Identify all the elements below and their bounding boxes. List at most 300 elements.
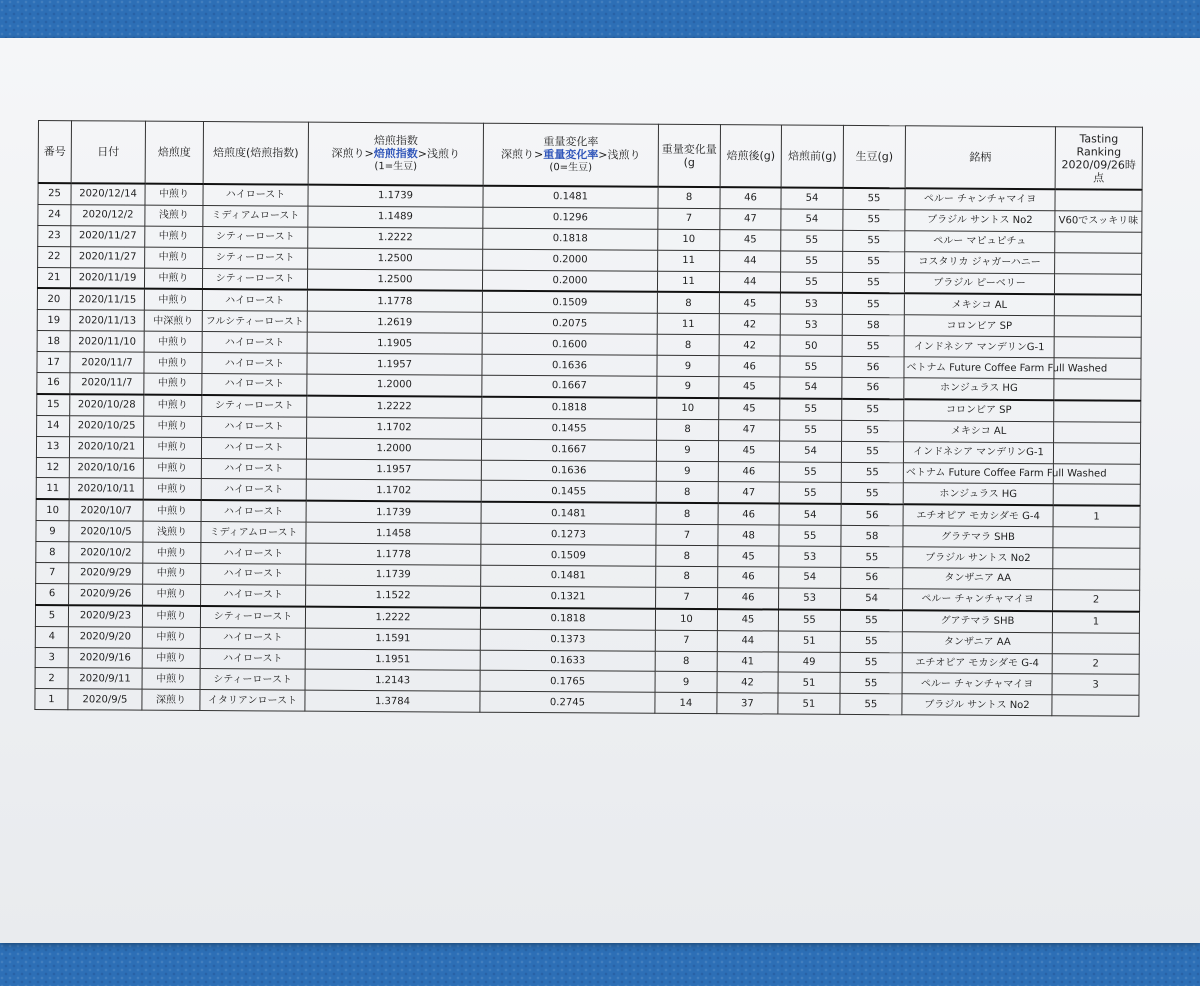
cell-ranking: V60でスッキリ味 xyxy=(1055,211,1142,232)
cell-before: 55 xyxy=(778,609,840,631)
cell-change-amount: 8 xyxy=(656,503,718,525)
cell-before: 55 xyxy=(779,462,841,483)
cell-change-amount: 9 xyxy=(657,376,719,398)
cell-date: 2020/9/11 xyxy=(68,668,142,689)
cell-roast-name: フルシティーロースト xyxy=(202,311,307,333)
cell-roast-index: 1.1458 xyxy=(306,522,481,544)
cell-roast-name: ハイロースト xyxy=(201,543,306,565)
cell-no: 19 xyxy=(37,310,70,331)
cell-change-rate: 0.1509 xyxy=(481,544,656,566)
cell-change-rate: 0.1765 xyxy=(480,671,655,693)
cell-date: 2020/10/16 xyxy=(69,457,143,478)
roast-index-note: (1=生豆) xyxy=(374,161,418,173)
cell-before: 53 xyxy=(779,588,841,610)
cell-change-rate: 0.1667 xyxy=(482,375,657,397)
cell-brand: タンザニア AA xyxy=(903,568,1053,590)
cell-before: 53 xyxy=(780,314,842,335)
cell-green: 55 xyxy=(840,673,902,694)
cell-brand: ベトナム Future Coffee Farm Full Washed xyxy=(903,462,1053,484)
cell-before: 51 xyxy=(778,673,840,694)
cell-roast: 中煎り xyxy=(143,584,201,606)
cell-change-rate: 0.1633 xyxy=(480,650,655,672)
cell-brand: ホンジュラス HG xyxy=(904,378,1054,400)
cell-change-amount: 11 xyxy=(657,271,719,293)
cell-brand: ブラジル サントス No2 xyxy=(903,547,1053,569)
cell-roast: 中煎り xyxy=(143,563,201,584)
cell-no: 24 xyxy=(38,204,71,225)
cell-roast: 中煎り xyxy=(142,669,200,690)
cell-change-amount: 10 xyxy=(658,229,720,250)
cell-brand: コロンビア SP xyxy=(904,399,1054,421)
cell-before: 53 xyxy=(779,546,841,567)
cell-no: 21 xyxy=(37,267,70,289)
cell-green: 55 xyxy=(842,399,904,421)
cell-after: 37 xyxy=(717,693,778,714)
cell-no: 5 xyxy=(35,605,68,627)
cell-roast: 浅煎り xyxy=(143,521,201,542)
cell-roast-index: 1.1778 xyxy=(307,290,482,312)
col-header-green: 生豆(g) xyxy=(843,125,905,188)
cell-before: 55 xyxy=(780,420,842,441)
cell-no: 10 xyxy=(36,499,69,521)
cell-green: 55 xyxy=(840,694,902,715)
cell-roast-index: 1.1739 xyxy=(306,501,481,523)
cell-roast: 中深煎り xyxy=(144,310,202,331)
cell-roast-name: ハイロースト xyxy=(200,648,305,670)
cell-roast-index: 1.2619 xyxy=(307,311,482,333)
cell-roast: 中煎り xyxy=(144,268,202,290)
cell-change-amount: 14 xyxy=(655,693,717,714)
cell-change-amount: 10 xyxy=(655,609,717,631)
col-header-ranking: Tasting Ranking 2020/09/26時点 xyxy=(1055,127,1142,190)
cell-change-rate: 0.2000 xyxy=(483,249,658,271)
cell-no: 13 xyxy=(36,436,69,457)
cell-brand: ホンジュラス HG xyxy=(903,483,1053,505)
cell-ranking: 1 xyxy=(1052,611,1139,633)
cell-before: 55 xyxy=(779,525,841,546)
cell-change-rate: 0.2000 xyxy=(482,270,657,292)
cell-change-amount: 7 xyxy=(658,208,720,229)
col-header-date: 日付 xyxy=(71,121,145,184)
cell-no: 15 xyxy=(37,394,70,416)
cell-green: 55 xyxy=(841,462,903,483)
cell-roast: 中煎り xyxy=(143,437,201,458)
cell-roast-name: ハイロースト xyxy=(201,500,306,522)
cell-change-rate: 0.1636 xyxy=(482,354,657,376)
cell-brand: ブラジル サントス No2 xyxy=(905,210,1055,232)
cell-roast: 中煎り xyxy=(143,542,201,563)
cell-green: 55 xyxy=(840,631,902,652)
cell-green: 55 xyxy=(840,610,902,632)
cell-no: 22 xyxy=(38,246,71,267)
cell-change-rate: 0.1481 xyxy=(483,186,658,208)
cell-no: 20 xyxy=(37,288,70,310)
cell-brand: インドネシア マンデリンG-1 xyxy=(903,441,1053,463)
cell-no: 1 xyxy=(35,689,68,710)
cell-change-rate: 0.1455 xyxy=(482,418,657,440)
cell-date: 2020/11/27 xyxy=(71,246,145,267)
cell-change-amount: 7 xyxy=(656,587,718,609)
cell-roast-name: ハイロースト xyxy=(201,564,306,586)
cell-roast-index: 1.1739 xyxy=(308,185,483,207)
cell-after: 44 xyxy=(717,630,778,651)
cell-change-amount: 8 xyxy=(656,545,718,566)
cell-before: 55 xyxy=(780,356,842,377)
cell-no: 9 xyxy=(36,521,69,542)
cell-roast: 中煎り xyxy=(143,500,201,522)
cell-roast: 中煎り xyxy=(145,226,203,247)
cell-no: 23 xyxy=(38,225,71,246)
cell-date: 2020/10/25 xyxy=(70,415,144,436)
cell-roast-name: ハイロースト xyxy=(202,374,307,396)
cell-after: 46 xyxy=(719,356,780,377)
cell-change-rate: 0.1600 xyxy=(482,333,657,355)
cell-roast-name: イタリアンロースト xyxy=(200,690,305,712)
cell-before: 55 xyxy=(781,230,843,251)
cell-change-amount: 8 xyxy=(658,187,720,209)
col-header-before: 焙煎前(g) xyxy=(781,125,843,188)
cell-change-amount: 10 xyxy=(657,398,719,420)
cell-no: 8 xyxy=(36,542,69,563)
cell-brand: エチオピア モカシダモ G-4 xyxy=(902,652,1052,674)
cell-ranking xyxy=(1053,484,1140,506)
cell-brand: ペルー チャンチャマイヨ xyxy=(902,673,1052,695)
cell-no: 2 xyxy=(35,668,68,689)
cell-change-amount: 8 xyxy=(656,482,718,504)
cell-brand: コスタリカ ジャガーハニー xyxy=(905,251,1055,273)
cell-ranking xyxy=(1052,695,1139,716)
cell-green: 55 xyxy=(841,483,903,505)
cell-roast: 中煎り xyxy=(143,479,201,501)
cell-change-amount: 8 xyxy=(657,419,719,440)
cell-change-rate: 0.1321 xyxy=(481,586,656,608)
cell-after: 45 xyxy=(718,440,779,461)
cell-change-rate: 0.1481 xyxy=(481,565,656,587)
cell-date: 2020/9/20 xyxy=(68,626,142,647)
cell-roast-index: 1.1778 xyxy=(306,543,481,565)
cell-brand: ブラジル サントス No2 xyxy=(902,694,1052,716)
cell-before: 55 xyxy=(780,272,842,294)
cell-before: 55 xyxy=(781,251,843,272)
cell-brand: ペルー マピュピチュ xyxy=(905,231,1055,253)
cell-roast-name: シティーロースト xyxy=(203,247,308,269)
cell-after: 46 xyxy=(718,461,779,482)
cell-date: 2020/11/7 xyxy=(70,373,144,395)
cell-roast: 中煎り xyxy=(144,331,202,352)
cell-change-rate: 0.2075 xyxy=(482,313,657,335)
cell-after: 46 xyxy=(720,187,781,209)
cell-roast-index: 1.2222 xyxy=(307,396,482,418)
cell-roast-name: ハイロースト xyxy=(201,437,306,459)
cell-roast: 中煎り xyxy=(142,605,200,627)
cell-green: 55 xyxy=(840,652,902,673)
cell-green: 55 xyxy=(841,547,903,568)
change-rate-scale: 深煎り>重量変化率>浅煎り xyxy=(501,147,641,162)
cell-roast-name: ミディアムロースト xyxy=(203,205,308,227)
cell-ranking xyxy=(1054,316,1141,337)
roast-index-scale: 深煎り>焙煎指数>浅煎り xyxy=(331,146,461,161)
cell-change-amount: 11 xyxy=(657,314,719,335)
cell-before: 49 xyxy=(778,652,840,673)
cell-after: 47 xyxy=(720,209,781,230)
cell-no: 3 xyxy=(35,647,68,668)
cell-roast: 中煎り xyxy=(145,184,203,206)
cell-ranking xyxy=(1053,527,1140,548)
cell-after: 46 xyxy=(718,504,779,526)
cell-date: 2020/9/16 xyxy=(68,647,142,668)
cell-change-amount: 7 xyxy=(656,525,718,546)
cell-date: 2020/11/15 xyxy=(70,289,144,311)
cell-roast-name: シティーロースト xyxy=(200,669,305,691)
cell-after: 46 xyxy=(718,588,779,610)
cell-before: 55 xyxy=(779,483,841,505)
cell-no: 4 xyxy=(35,626,68,647)
cell-change-rate: 0.1373 xyxy=(480,629,655,651)
cell-roast-index: 1.2000 xyxy=(307,374,482,396)
cell-green: 55 xyxy=(842,336,904,357)
cell-roast-index: 1.1591 xyxy=(305,628,480,650)
cell-brand: グアテマラ SHB xyxy=(902,610,1052,632)
cell-after: 45 xyxy=(720,229,781,250)
cell-roast-index: 1.1957 xyxy=(307,353,482,375)
cell-roast-name: ハイロースト xyxy=(202,416,307,438)
cell-no: 14 xyxy=(37,415,70,436)
table-body xyxy=(35,183,1142,716)
cell-green: 55 xyxy=(842,272,904,294)
cell-after: 42 xyxy=(719,335,780,356)
cell-date: 2020/10/5 xyxy=(69,521,143,542)
cell-roast-name: ハイロースト xyxy=(202,289,307,311)
cell-roast-name: シティーロースト xyxy=(200,606,305,628)
roast-index-title: 焙煎指数 xyxy=(373,134,418,148)
cell-roast: 浅煎り xyxy=(145,205,203,226)
cell-ranking xyxy=(1055,252,1142,273)
cell-change-rate: 0.1481 xyxy=(481,502,656,524)
cell-roast: 中煎り xyxy=(143,458,201,479)
change-rate-note: (0=生豆) xyxy=(549,162,593,174)
cell-roast: 中煎り xyxy=(144,289,202,311)
cell-after: 47 xyxy=(718,482,779,504)
cell-before: 54 xyxy=(779,567,841,588)
cell-change-amount: 9 xyxy=(656,461,718,482)
cell-roast-name: ハイロースト xyxy=(201,479,306,501)
cell-change-amount: 7 xyxy=(655,630,717,651)
cell-no: 6 xyxy=(36,583,69,605)
cell-roast: 中煎り xyxy=(144,416,202,437)
cell-date: 2020/11/7 xyxy=(70,352,144,373)
cell-after: 46 xyxy=(718,567,779,588)
cell-roast-index: 1.1739 xyxy=(306,564,481,586)
cell-after: 44 xyxy=(719,271,780,293)
cell-change-rate: 0.1818 xyxy=(480,608,655,630)
col-header-no: 番号 xyxy=(38,121,71,184)
roast-log-table xyxy=(34,120,1143,717)
cell-ranking: 2 xyxy=(1053,590,1140,612)
cell-date: 2020/11/13 xyxy=(70,310,144,331)
cell-ranking xyxy=(1055,231,1142,252)
cell-roast-index: 1.1905 xyxy=(307,332,482,354)
cell-roast-name: ミディアムロースト xyxy=(201,522,306,544)
cell-ranking xyxy=(1054,400,1141,422)
header-row xyxy=(38,121,1142,190)
col-header-roast-index xyxy=(308,122,483,186)
cell-green: 56 xyxy=(841,567,903,588)
cell-roast-index: 1.1522 xyxy=(306,585,481,607)
cell-date: 2020/10/7 xyxy=(69,500,143,522)
cell-brand: メキシコ AL xyxy=(904,421,1054,443)
cell-brand: ブラジル ピーベリー xyxy=(904,272,1054,294)
cell-brand: メキシコ AL xyxy=(904,294,1054,316)
cell-roast-index: 1.1702 xyxy=(306,480,481,502)
cell-roast-index: 1.1489 xyxy=(308,206,483,228)
cell-roast: 中煎り xyxy=(142,648,200,669)
cell-roast-name: ハイロースト xyxy=(200,627,305,649)
cell-green: 56 xyxy=(842,357,904,378)
cell-ranking: 2 xyxy=(1052,653,1139,674)
cell-ranking xyxy=(1053,569,1140,590)
cell-ranking: 3 xyxy=(1052,674,1139,695)
cell-brand: インドネシア マンデリンG-1 xyxy=(904,336,1054,358)
cell-brand: グラテマラ SHB xyxy=(903,526,1053,548)
cell-no: 25 xyxy=(38,183,71,205)
cell-ranking xyxy=(1054,337,1141,358)
cell-date: 2020/11/27 xyxy=(71,225,145,246)
cell-before: 54 xyxy=(780,377,842,399)
cell-change-amount: 9 xyxy=(656,440,718,461)
cell-after: 45 xyxy=(719,293,780,315)
cell-green: 56 xyxy=(842,377,904,399)
col-header-roast-name: 焙煎度(焙煎指数) xyxy=(203,122,308,185)
cell-green: 55 xyxy=(843,251,905,272)
cell-roast-index: 1.2222 xyxy=(305,606,480,628)
cell-change-rate: 0.1273 xyxy=(481,523,656,545)
cell-roast: 中煎り xyxy=(144,352,202,373)
cell-green: 56 xyxy=(841,504,903,526)
cell-roast-name: ハイロースト xyxy=(201,584,306,606)
cell-brand: コロンビア SP xyxy=(904,315,1054,337)
cell-change-rate: 0.1818 xyxy=(482,397,657,419)
cell-before: 54 xyxy=(781,209,843,230)
cell-date: 2020/10/2 xyxy=(69,542,143,563)
printed-sheet xyxy=(0,38,1200,943)
cell-roast: 中煎り xyxy=(144,395,202,417)
cell-after: 42 xyxy=(717,672,778,693)
cell-roast-name: シティーロースト xyxy=(203,226,308,248)
cell-after: 41 xyxy=(717,651,778,672)
cell-after: 45 xyxy=(718,546,779,567)
cell-roast-index: 1.2222 xyxy=(308,227,483,249)
cell-ranking xyxy=(1055,189,1142,211)
cell-after: 48 xyxy=(718,525,779,546)
cell-before: 54 xyxy=(779,441,841,462)
cell-before: 55 xyxy=(780,398,842,420)
cell-roast-name: ハイロースト xyxy=(202,353,307,375)
cell-ranking xyxy=(1054,422,1141,443)
cell-green: 55 xyxy=(841,441,903,462)
cell-change-rate: 0.2745 xyxy=(480,692,655,714)
cell-roast-name: シティーロースト xyxy=(202,395,307,417)
cell-green: 55 xyxy=(843,209,905,230)
cell-before: 50 xyxy=(780,335,842,356)
col-header-brand: 銘柄 xyxy=(905,126,1055,189)
col-header-after: 焙煎後(g) xyxy=(720,125,781,188)
cell-after: 45 xyxy=(719,398,780,420)
cell-green: 55 xyxy=(843,188,905,210)
cell-roast-index: 1.2000 xyxy=(306,438,481,460)
change-rate-title: 重量変化率 xyxy=(543,135,599,149)
cell-no: 17 xyxy=(37,352,70,373)
cell-ranking xyxy=(1054,379,1141,401)
cell-roast-index: 1.1702 xyxy=(307,417,482,439)
cell-date: 2020/10/28 xyxy=(70,394,144,416)
cell-green: 58 xyxy=(841,526,903,547)
cell-green: 55 xyxy=(842,420,904,441)
cell-ranking xyxy=(1053,442,1140,463)
cell-before: 53 xyxy=(780,293,842,315)
cell-ranking xyxy=(1054,273,1141,295)
cell-no: 7 xyxy=(36,563,69,584)
cell-date: 2020/9/23 xyxy=(68,605,142,627)
cell-change-rate: 0.1818 xyxy=(483,228,658,250)
cell-change-amount: 8 xyxy=(655,651,717,672)
cell-change-rate: 0.1455 xyxy=(481,481,656,503)
cell-roast-index: 1.3784 xyxy=(305,691,480,713)
cell-no: 18 xyxy=(37,331,70,352)
cell-change-amount: 8 xyxy=(657,292,719,314)
cell-after: 45 xyxy=(717,609,778,631)
cell-roast: 中煎り xyxy=(142,627,200,648)
cell-brand: ペルー チャンチャマイヨ xyxy=(905,188,1055,210)
cell-date: 2020/12/2 xyxy=(71,205,145,226)
cell-date: 2020/9/5 xyxy=(68,689,142,710)
cell-green: 55 xyxy=(843,230,905,251)
col-header-change-amount: 重量変化量(g xyxy=(658,124,720,187)
cell-before: 54 xyxy=(779,504,841,526)
cell-no: 16 xyxy=(37,373,70,395)
cell-roast-index: 1.2500 xyxy=(308,248,483,270)
cell-after: 47 xyxy=(719,419,780,440)
cell-roast-name: シティーロースト xyxy=(202,268,307,290)
cell-date: 2020/9/26 xyxy=(69,584,143,606)
cell-green: 54 xyxy=(841,588,903,610)
cell-no: 11 xyxy=(36,478,69,500)
cell-roast-index: 1.2143 xyxy=(305,670,480,692)
cell-change-rate: 0.1667 xyxy=(481,439,656,461)
cell-ranking xyxy=(1054,295,1141,317)
cell-change-rate: 0.1296 xyxy=(483,207,658,229)
cell-roast: 中煎り xyxy=(145,247,203,268)
cell-green: 55 xyxy=(842,293,904,315)
cell-after: 45 xyxy=(719,377,780,399)
cell-date: 2020/12/14 xyxy=(71,183,145,205)
cell-before: 51 xyxy=(778,631,840,652)
cell-date: 2020/9/29 xyxy=(69,563,143,584)
cell-roast-index: 1.1951 xyxy=(305,649,480,671)
cell-before: 54 xyxy=(781,188,843,210)
cell-no: 12 xyxy=(36,457,69,478)
cell-change-rate: 0.1509 xyxy=(482,291,657,313)
cell-brand: タンザニア AA xyxy=(902,631,1052,653)
col-header-change-rate xyxy=(483,123,658,187)
cell-change-rate: 0.1636 xyxy=(481,460,656,482)
cell-date: 2020/10/11 xyxy=(69,478,143,500)
cell-roast-index: 1.1957 xyxy=(306,459,481,481)
cell-ranking xyxy=(1053,548,1140,569)
cell-after: 44 xyxy=(720,250,781,271)
cell-date: 2020/10/21 xyxy=(69,436,143,457)
cell-date: 2020/11/10 xyxy=(70,331,144,352)
cell-ranking xyxy=(1052,632,1139,653)
